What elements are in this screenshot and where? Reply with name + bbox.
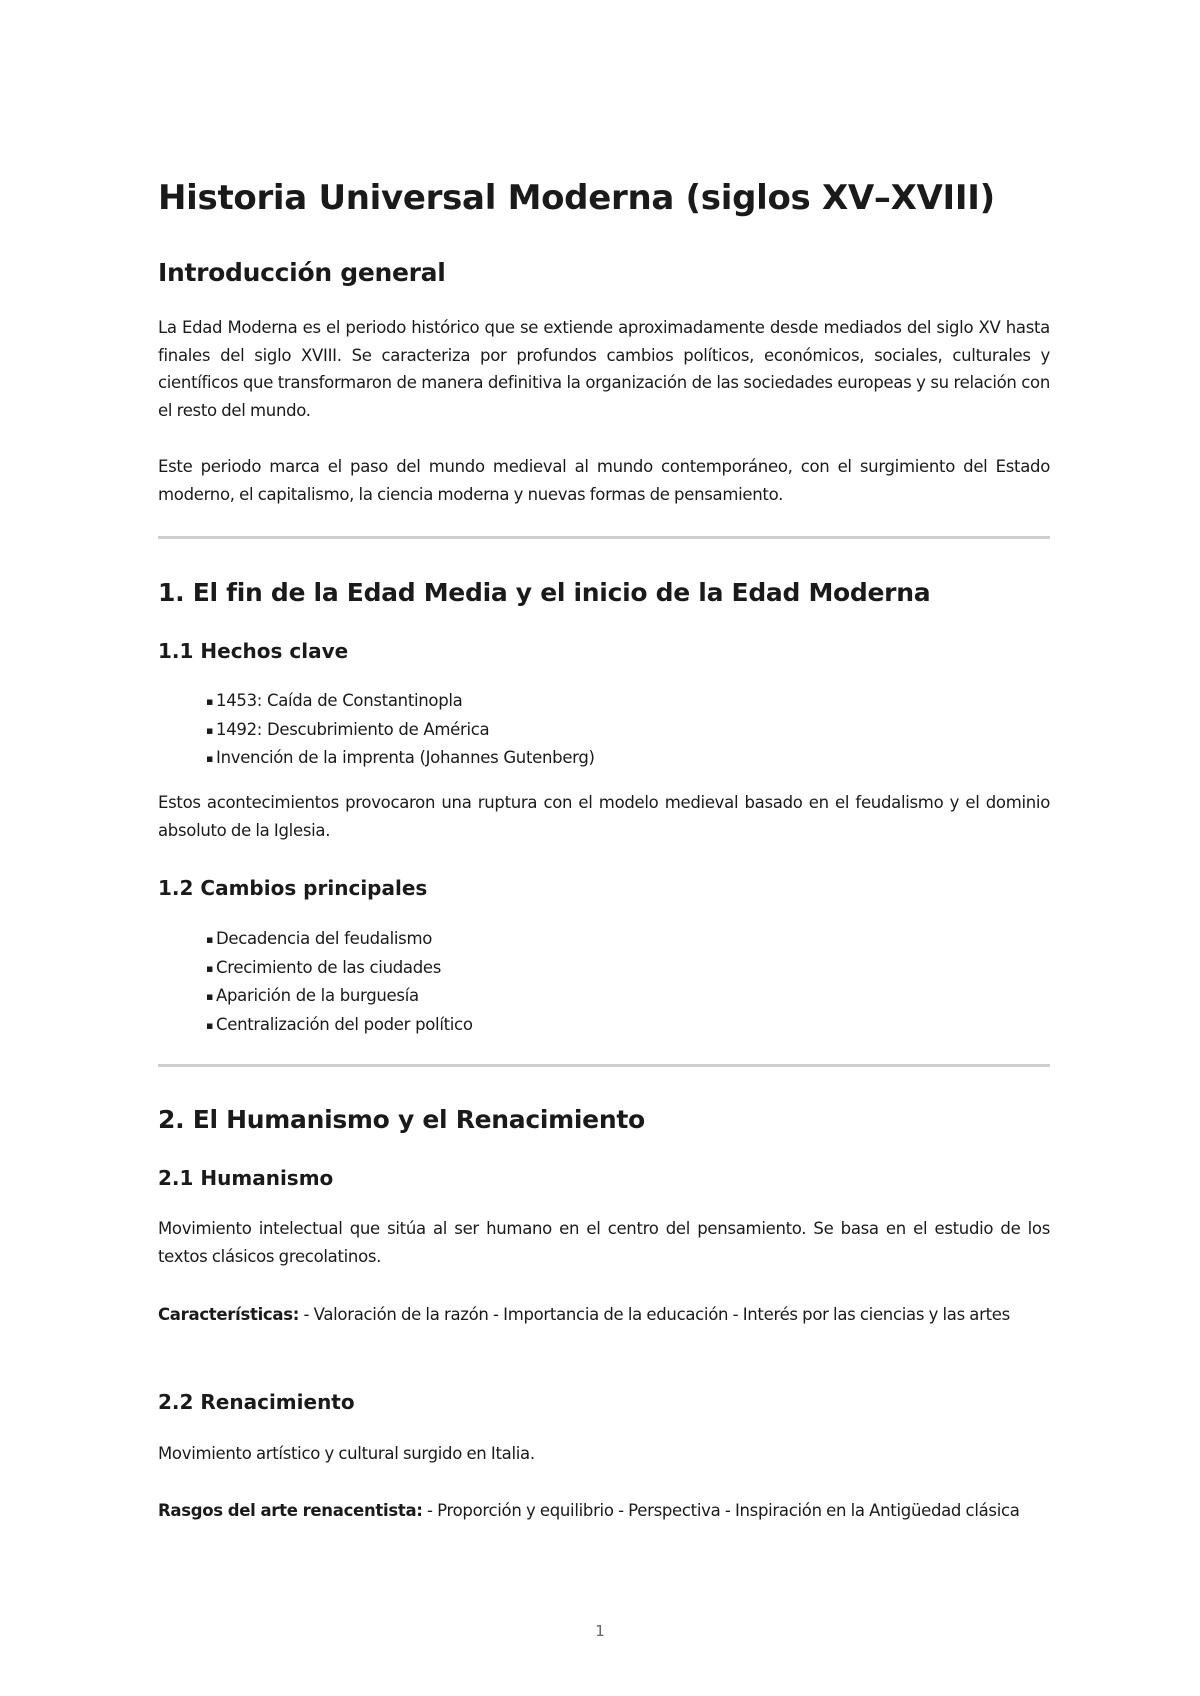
section-2-2-paragraph: Movimiento artístico y cultural surgido en Italia. — [158, 1444, 535, 1463]
bullet-icon: ▪ — [206, 1018, 214, 1032]
main-changes-list — [206, 925, 473, 1039]
section-divider — [158, 536, 1050, 539]
renaissance-features — [158, 1497, 1050, 1525]
section-2-heading: 2. El Humanismo y el Renacimiento — [158, 1105, 645, 1134]
features-label: Rasgos del arte renacentista: — [158, 1501, 423, 1520]
section-1-heading: 1. El fin de la Edad Media y el inicio de la Edad Moderna — [158, 578, 931, 607]
features-text: - Valoración de la razón - Importancia de la educación - Interés por las ciencias y las artes — [299, 1305, 1010, 1324]
section-2-1-paragraph: Movimiento intelectual que sitúa al ser humano en el centro del pensamiento. Se basa en el estudio de los textos clásicos grecolatinos. — [158, 1219, 1050, 1266]
intro-paragraph-1: La Edad Moderna es el periodo histórico que se extiende aproximadamente desde mediados del siglo XV hasta finales del siglo XVIII. Se caracteriza por profundos cambios políticos, económicos, sociales, culturales y científicos que transformaron de manera definitiva la organización de las sociedades europeas y su relación con el resto del mundo. — [158, 318, 1050, 420]
section-1-1-paragraph: Estos acontecimientos provocaron una ruptura con el modelo medieval basado en el feudalismo y el dominio absoluto de la Iglesia. — [158, 793, 1050, 840]
list-item: ▪ Centralización del poder político — [206, 1011, 473, 1040]
list-item: ▪ 1492: Descubrimiento de América — [206, 716, 595, 745]
section-divider — [158, 1064, 1050, 1067]
key-facts-list — [206, 687, 595, 773]
list-item: ▪ Aparición de la burguesía — [206, 982, 473, 1011]
list-item: ▪ Invención de la imprenta (Johannes Gutenberg) — [206, 744, 595, 773]
bullet-icon: ▪ — [206, 695, 214, 708]
bullet-icon: ▪ — [206, 990, 214, 1004]
humanism-features — [158, 1301, 1050, 1329]
bullet-icon: ▪ — [206, 752, 214, 766]
section-1-1-heading: 1.1 Hechos clave — [158, 639, 349, 663]
intro-paragraph-2: Este periodo marca el paso del mundo medieval al mundo contemporáneo, con el surgimiento del Estado moderno, el capitalismo, la ciencia moderna y nuevas formas de pensamiento. — [158, 457, 1050, 504]
section-1-2-heading: 1.2 Cambios principales — [158, 876, 428, 900]
document-title: Historia Universal Moderna (siglos XV–XVIII) — [158, 178, 995, 218]
bullet-icon: ▪ — [206, 723, 214, 737]
intro-heading: Introducción general — [158, 258, 446, 287]
section-2-2-heading: 2.2 Renacimiento — [158, 1390, 355, 1414]
page-number: 1 — [595, 1622, 605, 1640]
list-item: ▪ 1453: Caída de Constantinopla — [206, 687, 595, 716]
list-item: ▪ Decadencia del feudalismo — [206, 925, 473, 954]
section-2-1-heading: 2.1 Humanismo — [158, 1166, 334, 1190]
features-text: - Proporción y equilibrio - Perspectiva - Inspiración en la Antigüedad clásica — [422, 1501, 1020, 1520]
features-label: Características: — [158, 1305, 300, 1324]
bullet-icon: ▪ — [206, 961, 214, 975]
bullet-icon: ▪ — [206, 933, 214, 946]
list-item: ▪ Crecimiento de las ciudades — [206, 954, 473, 983]
